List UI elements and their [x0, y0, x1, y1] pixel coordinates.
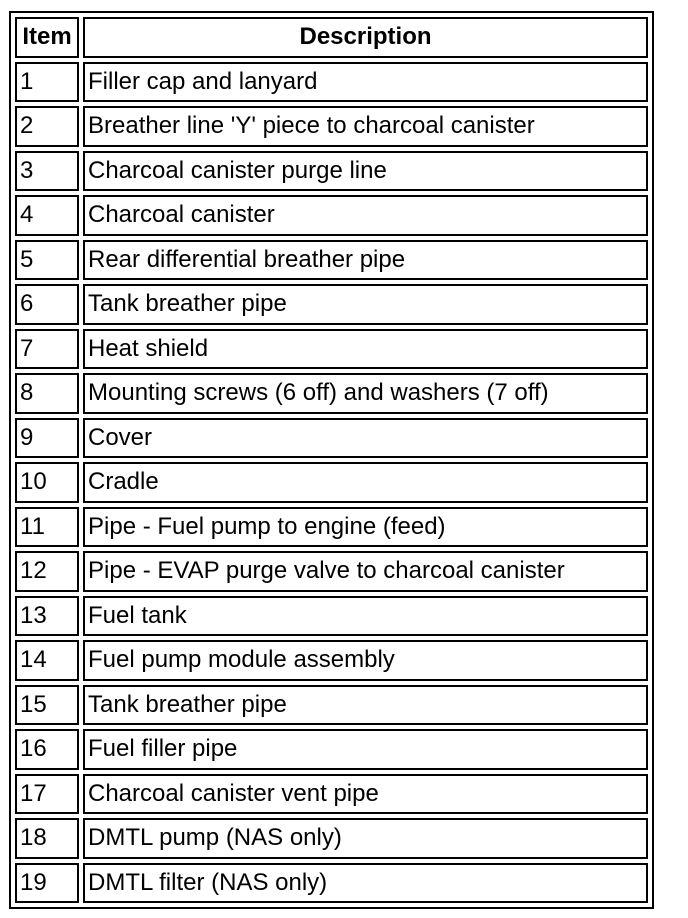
- description-cell: DMTL filter (NAS only): [83, 863, 648, 904]
- table-row: [15, 106, 648, 147]
- table-row: [15, 151, 648, 192]
- table-header-row: [15, 17, 648, 58]
- item-number-cell: 4: [15, 195, 79, 236]
- parts-table: [9, 11, 654, 909]
- item-column-header: Item: [15, 17, 79, 58]
- item-number-cell: 2: [15, 106, 79, 147]
- table-row: [15, 863, 648, 904]
- item-number-cell: 5: [15, 240, 79, 281]
- table-row: [15, 640, 648, 681]
- description-cell: Mounting screws (6 off) and washers (7 off): [83, 373, 648, 414]
- description-cell: Fuel filler pipe: [83, 729, 648, 770]
- description-cell: Cover: [83, 418, 648, 459]
- item-number-cell: 12: [15, 551, 79, 592]
- description-cell: Pipe - EVAP purge valve to charcoal canister: [83, 551, 648, 592]
- item-number-cell: 6: [15, 284, 79, 325]
- description-cell: Fuel pump module assembly: [83, 640, 648, 681]
- table-row: [15, 818, 648, 859]
- table-row: [15, 462, 648, 503]
- item-number-cell: 7: [15, 329, 79, 370]
- description-cell: Charcoal canister vent pipe: [83, 774, 648, 815]
- item-number-cell: 19: [15, 863, 79, 904]
- item-number-cell: 9: [15, 418, 79, 459]
- description-cell: Tank breather pipe: [83, 284, 648, 325]
- item-number-cell: 8: [15, 373, 79, 414]
- item-number-cell: 17: [15, 774, 79, 815]
- description-cell: Cradle: [83, 462, 648, 503]
- table-row: [15, 240, 648, 281]
- table-row: [15, 685, 648, 726]
- table-row: [15, 774, 648, 815]
- description-cell: Pipe - Fuel pump to engine (feed): [83, 507, 648, 548]
- table-row: [15, 329, 648, 370]
- table-row: [15, 284, 648, 325]
- description-column-header: Description: [83, 17, 648, 58]
- description-cell: DMTL pump (NAS only): [83, 818, 648, 859]
- item-number-cell: 13: [15, 596, 79, 637]
- item-number-cell: 10: [15, 462, 79, 503]
- table-row: [15, 373, 648, 414]
- description-cell: Breather line 'Y' piece to charcoal canister: [83, 106, 648, 147]
- table-row: [15, 62, 648, 103]
- item-number-cell: 1: [15, 62, 79, 103]
- description-cell: Heat shield: [83, 329, 648, 370]
- table-row: [15, 507, 648, 548]
- item-number-cell: 11: [15, 507, 79, 548]
- item-number-cell: 15: [15, 685, 79, 726]
- description-cell: Charcoal canister: [83, 195, 648, 236]
- description-cell: Charcoal canister purge line: [83, 151, 648, 192]
- description-cell: Rear differential breather pipe: [83, 240, 648, 281]
- item-number-cell: 16: [15, 729, 79, 770]
- item-number-cell: 14: [15, 640, 79, 681]
- table-row: [15, 596, 648, 637]
- item-number-cell: 3: [15, 151, 79, 192]
- table-row: [15, 551, 648, 592]
- item-number-cell: 18: [15, 818, 79, 859]
- description-cell: Fuel tank: [83, 596, 648, 637]
- table-row: [15, 195, 648, 236]
- description-cell: Tank breather pipe: [83, 685, 648, 726]
- table-row: [15, 729, 648, 770]
- description-cell: Filler cap and lanyard: [83, 62, 648, 103]
- table-row: [15, 418, 648, 459]
